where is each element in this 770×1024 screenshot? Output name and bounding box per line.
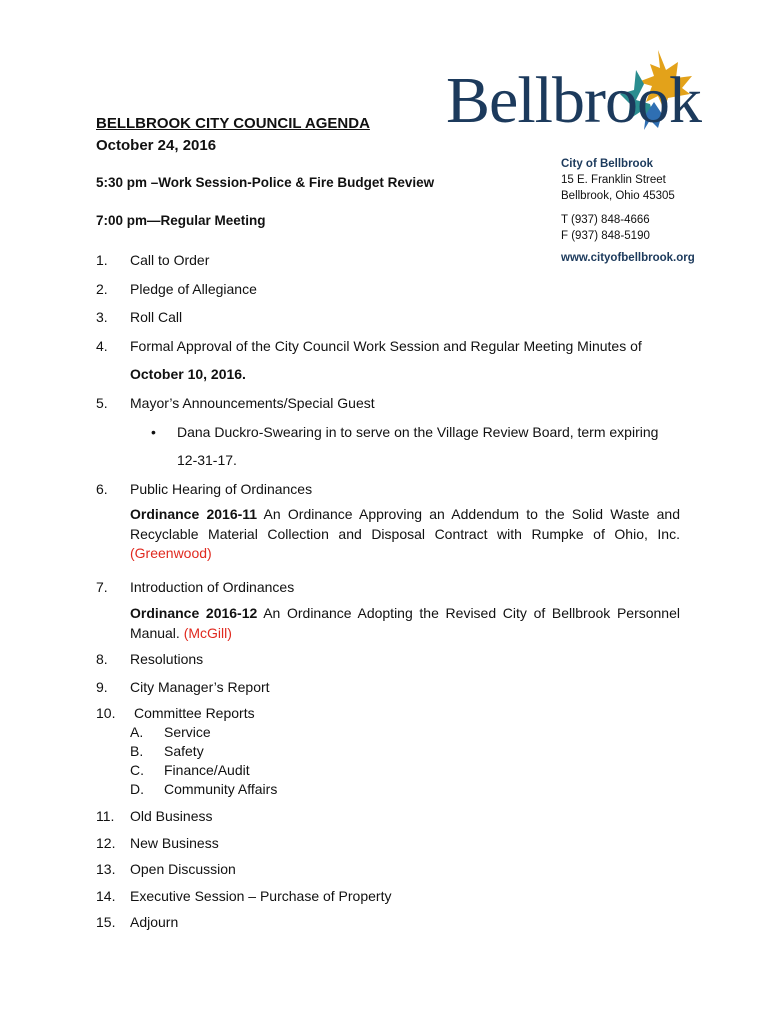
item-text: Roll Call	[130, 309, 183, 325]
item-number: 15.	[96, 914, 116, 930]
item-text: Introduction of Ordinances	[130, 579, 295, 595]
subitem-letter: B.	[130, 743, 144, 759]
ordinance-sponsor: (McGill)	[183, 624, 232, 641]
ordinance-sponsor: (Greenwood)	[130, 545, 212, 561]
list-item	[0, 834, 770, 854]
list-item	[0, 480, 770, 500]
ordinance-2016-11	[130, 505, 680, 564]
contact-block	[561, 156, 695, 266]
item-number: 11.	[96, 808, 115, 824]
item-text: Mayor’s Announcements/Special Guest	[130, 395, 375, 411]
item-text: Pledge of Allegiance	[130, 281, 257, 297]
item-text: Call to Order	[130, 252, 210, 268]
item-number: 1.	[96, 252, 108, 268]
subitem-letter: D.	[130, 781, 144, 797]
subitem-text: Safety	[164, 743, 204, 759]
list-item	[0, 913, 770, 933]
item-text: Public Hearing of Ordinances	[130, 481, 313, 497]
ordinance-number: Ordinance 2016-11	[130, 506, 258, 522]
contact-street: 15 E. Franklin Street	[561, 174, 666, 186]
contact-website-link[interactable]: www.cityofbellbrook.org	[561, 252, 695, 264]
list-item	[0, 678, 770, 698]
item-text: City Manager’s Report	[130, 679, 270, 695]
ordinance-text: An Ordinance Approving an Addendum to the Solid Waste and Recyclable Material Collection and Disposal Contract with Rumpke of Ohio, Inc.	[130, 506, 680, 542]
list-item	[0, 394, 770, 474]
item-number: 3.	[96, 309, 108, 325]
ordinance-text: An Ordinance Adopting the Revised City of Bellbrook Personnel Manual.	[130, 605, 680, 641]
regular-meeting: 7:00 pm—Regular Meeting	[96, 213, 266, 228]
item-number: 6.	[96, 481, 108, 497]
list-item	[0, 578, 770, 598]
list-item	[0, 251, 770, 271]
item-text: Committee Reports	[134, 705, 255, 721]
bullet-text: Dana Duckro-Swearing in to serve on the Village Review Board, term expiring	[177, 424, 659, 440]
item-text: Formal Approval of the City Council Work Session and Regular Meeting Minutes of	[130, 338, 642, 354]
item-number: 10.	[96, 705, 116, 721]
list-item	[0, 337, 770, 387]
list-item	[0, 807, 770, 827]
agenda-header	[96, 113, 370, 157]
list-item	[0, 704, 770, 800]
contact-phone: T (937) 848-4666	[561, 214, 650, 226]
subitem-text: Community Affairs	[164, 781, 278, 797]
item-number: 7.	[96, 579, 108, 595]
subitem-text: Service	[164, 724, 211, 740]
item-text: Executive Session – Purchase of Property	[130, 888, 392, 904]
item-number: 2.	[96, 281, 108, 297]
item-number: 4.	[96, 338, 108, 354]
item-number: 13.	[96, 861, 116, 877]
item-text: Adjourn	[130, 914, 179, 930]
page-title: BELLBROOK CITY COUNCIL AGENDA	[96, 115, 370, 132]
item-number: 12.	[96, 835, 116, 851]
item-continuation: October 10, 2016.	[130, 366, 246, 382]
ordinance-2016-12	[130, 604, 680, 643]
subitem-letter: C.	[130, 762, 144, 778]
item-text: Resolutions	[130, 651, 204, 667]
contact-org: City of Bellbrook	[561, 158, 654, 170]
meeting-date: October 24, 2016	[96, 137, 217, 154]
item-number: 8.	[96, 651, 108, 667]
contact-fax: F (937) 848-5190	[561, 230, 650, 242]
list-item	[0, 860, 770, 880]
item-text: Open Discussion	[130, 861, 236, 877]
logo-wordmark: Bellbrook	[446, 64, 701, 137]
list-item	[0, 887, 770, 907]
list-item	[0, 650, 770, 670]
bullet-continuation: 12-31-17.	[177, 452, 237, 468]
item-text: New Business	[130, 835, 219, 851]
subitem-text: Finance/Audit	[164, 762, 250, 778]
list-item	[0, 280, 770, 300]
ordinance-number: Ordinance 2016-12	[130, 605, 258, 621]
subitem-letter: A.	[130, 724, 144, 740]
item-text: Old Business	[130, 808, 213, 824]
item-number: 9.	[96, 679, 108, 695]
work-session: 5:30 pm –Work Session-Police & Fire Budget Review	[96, 175, 435, 190]
item-number: 14.	[96, 888, 116, 904]
bullet-icon: •	[151, 424, 156, 440]
contact-city: Bellbrook, Ohio 45305	[561, 190, 675, 202]
list-item	[0, 308, 770, 328]
item-number: 5.	[96, 395, 108, 411]
